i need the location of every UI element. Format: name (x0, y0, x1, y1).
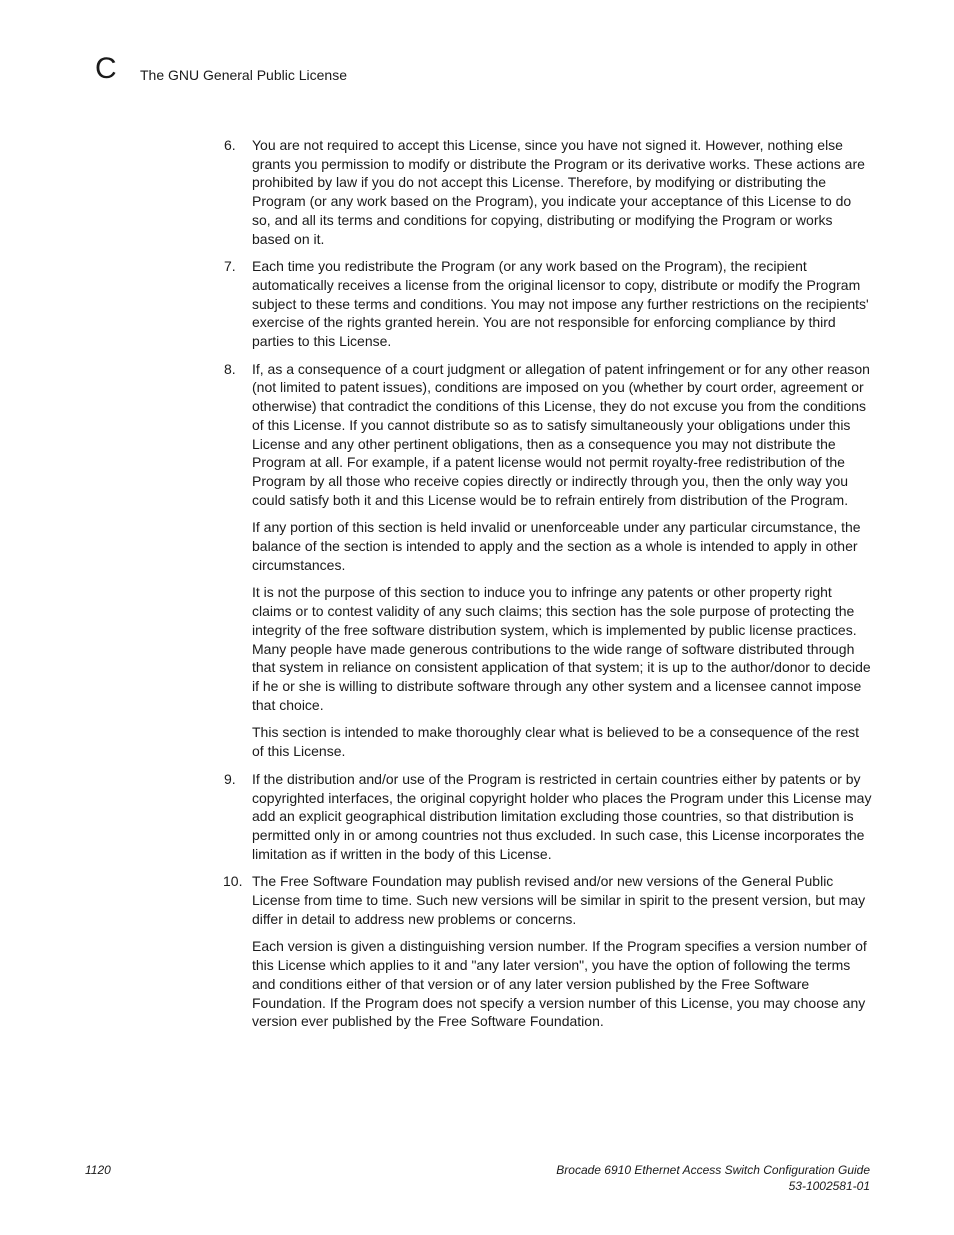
list-item-9 (224, 770, 872, 864)
item-paragraph: If, as a consequence of a court judgment or allegation of patent infringement or for any other reason (not limited to patent issues), conditions are imposed on you (whether by court order, agreement or otherwise) that contradict the conditions of this License, they do not excuse you from the conditions of this License. If you cannot distribute so as to satisfy simultaneously your obligations under this License and any other pertinent obligations, then as a consequence you may not distribute the Program at all. For example, if a patent license would not permit royalty-free redistribution of the Program by all those who receive copies directly or indirectly through you, then the only way you could satisfy both it and this License would be to refrain entirely from distribution of the Program. (252, 360, 870, 508)
list-item-8 (224, 360, 872, 761)
license-content (223, 136, 872, 1040)
page-number: 1120 (85, 1163, 111, 1177)
footer-doc-id: 53-1002581-01 (788, 1179, 870, 1193)
item-paragraph: You are not required to accept this License, since you have not signed it. However, nothing else grants you permission to modify or distribute the Program or its derivative works. These actions are prohibited by law if you do not accept this License. Therefore, by modifying or distributing the Program (or any work based on the Program), you indicate your acceptance of this License to do so, and all its terms and conditions for copying, distributing or modifying the Program or works based on it. (252, 137, 865, 247)
item-number: 9. (224, 770, 236, 787)
item-number: 10. (223, 873, 243, 890)
chapter-title: The GNU General Public License (140, 67, 347, 83)
item-number: 6. (224, 137, 236, 153)
item-paragraph: Each time you redistribute the Program (or any work based on the Program), the recipient automatically receives a license from the original licensor to copy, distribute or modify the Program subject to these terms and conditions. You may not impose any further restrictions on the recipients' exercise of the rights granted herein. You are not responsible for enforcing compliance by third parties to this License. (252, 258, 869, 350)
item-paragraph: If the distribution and/or use of the Program is restricted in certain countries either by patents or by copyrighted interfaces, the original copyright holder who places the Program under this License may add an explicit geographical distribution limitation excluding those countries, so that distribution is permitted only in or among countries not thus excluded. In such case, this License incorporates the limitation as if written in the body of this License. (252, 770, 872, 862)
item-number: 8. (224, 360, 236, 377)
item-paragraph: This section is intended to make thoroughly clear what is believed to be a consequence of the rest of this License. (252, 724, 860, 760)
item-number: 7. (224, 258, 236, 275)
item-paragraph: It is not the purpose of this section to induce you to infringe any patents or other property right claims or to contest validity of any such claims; this section has the sole purpose of protecting the integrity of the free software distribution system, which is implemented by public license practices. Many people have made generous contributions to the wide range of software distributed through that system in reliance on consistent application of that system; it is up to the author/donor to decide if he or she is willing to distribute software through any other system and a licensee cannot impose that choice. (252, 584, 871, 713)
item-paragraph: The Free Software Foundation may publish revised and/or new versions of the General Public License from time to time. Such new versions will be similar in spirit to the present version, but may differ in detail to address new problems or concerns. (252, 873, 866, 927)
footer-doc-title: Brocade 6910 Ethernet Access Switch Configuration Guide (556, 1163, 870, 1177)
list-item-6 (224, 136, 872, 248)
chapter-letter: C (95, 52, 117, 85)
list-item-10 (223, 872, 872, 1031)
footer-doc-info (556, 1162, 870, 1194)
list-item-7 (224, 257, 872, 351)
item-paragraph: If any portion of this section is held invalid or unenforceable under any particular circumstance, the balance of the section is intended to apply and the section as a whole is intended to apply in other circumstances. (252, 519, 861, 573)
item-paragraph: Each version is given a distinguishing version number. If the Program specifies a version number of this License which applies to it and "any later version", you have the option of following the terms and conditions either of that version or of any later version published by the Free Software Foundation. If the Program does not specify a version number of this License, you may choose any version ever published by the Free Software Foundation. (252, 938, 867, 1030)
